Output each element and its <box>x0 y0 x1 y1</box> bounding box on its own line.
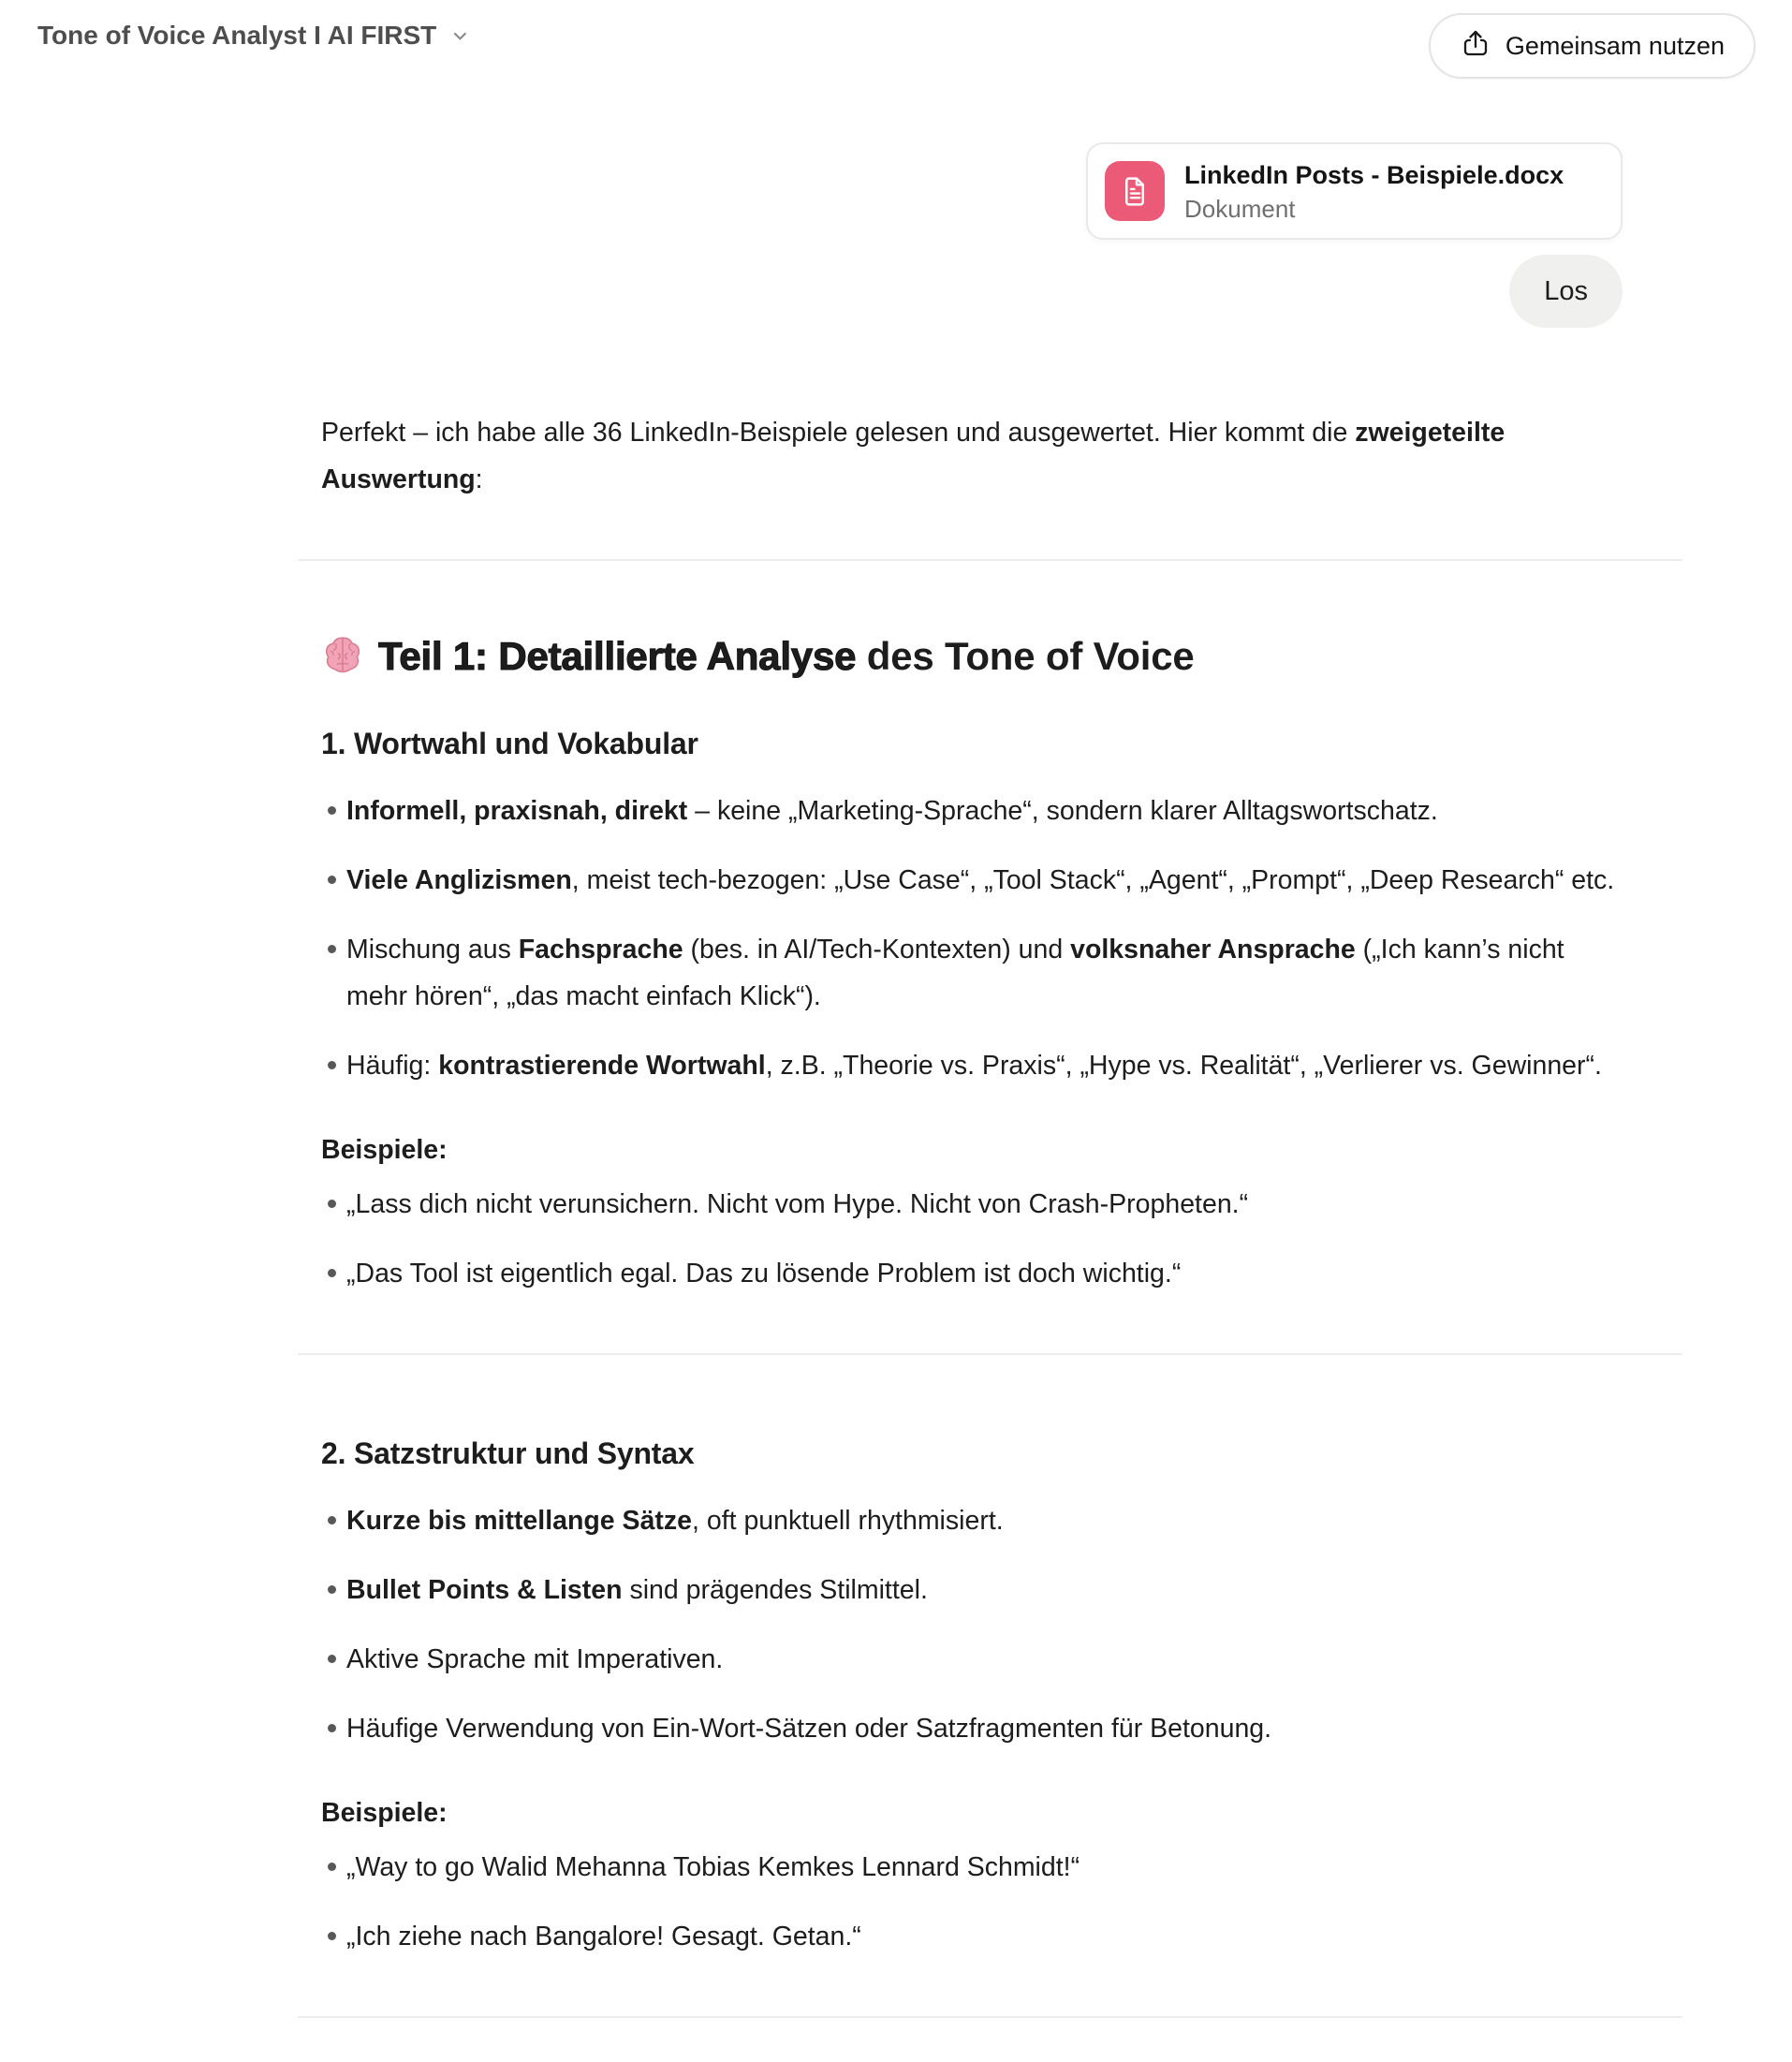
user-turn <box>1086 142 1623 328</box>
assistant-message <box>321 409 1623 2018</box>
list-item: „Lass dich nicht verunsichern. Nicht vom Hype. Nicht von Crash-Propheten.“ <box>321 1181 1623 1228</box>
section-divider <box>298 1353 1682 1355</box>
list-item: Informell, praxisnah, direkt – keine „Marketing-Sprache“, sondern klarer Alltagswortschatz. <box>321 788 1623 834</box>
bullet-list <box>321 1844 1623 1960</box>
list-item: Viele Anglizismen, meist tech-bezogen: „Use Case“, „Tool Stack“, „Agent“, „Prompt“, „Deep Research“ etc. <box>321 857 1623 904</box>
list-item: „Das Tool ist eigentlich egal. Das zu lösende Problem ist doch wichtig.“ <box>321 1250 1623 1297</box>
list-item: „Ich ziehe nach Bangalore! Gesagt. Getan.“ <box>321 1913 1623 1960</box>
attachment-meta <box>1184 159 1564 224</box>
bullet-list <box>321 1497 1623 1752</box>
share-upload-icon <box>1460 27 1491 66</box>
attachment-filename: LinkedIn Posts - Beispiele.docx <box>1184 160 1564 189</box>
user-message-bubble <box>1509 255 1623 328</box>
section-heading: Teil 1: Detaillierte Analyse des Tone of Voice <box>321 630 1623 688</box>
list-item: Häufige Verwendung von Ein-Wort-Sätzen oder Satzfragmenten für Betonung. <box>321 1705 1623 1752</box>
examples-label: Beispiele: <box>321 1798 448 1828</box>
list-item: Aktive Sprache mit Imperativen. <box>321 1636 1623 1683</box>
share-button-label: Gemeinsam nutzen <box>1505 31 1725 60</box>
bullet-list <box>321 788 1623 1089</box>
subsection-heading: 2. Satzstruktur und Syntax <box>321 1436 695 1470</box>
list-item: Häufig: kontrastierende Wortwahl, z.B. „Theorie vs. Praxis“, „Hype vs. Realität“, „Verlierer vs. Gewinner“. <box>321 1042 1623 1089</box>
chevron-down-icon <box>448 24 471 47</box>
list-item: „Way to go Walid Mehanna Tobias Kemkes Lennard Schmidt!“ <box>321 1844 1623 1891</box>
subsection-heading: 1. Wortwahl und Vokabular <box>321 727 698 760</box>
bullet-list <box>321 1181 1623 1297</box>
attachment-kind: Dokument <box>1184 194 1296 223</box>
list-item: Mischung aus Fachsprache (bes. in AI/Tech-Kontexten) und volksnaher Ansprache („Ich kann’s nicht mehr hören“, „das macht einfach Klick“). <box>321 926 1623 1020</box>
user-message-text: Los <box>1544 275 1588 306</box>
paragraph: Perfekt – ich habe alle 36 LinkedIn-Beispiele gelesen und ausgewertet. Hier kommt die zweigeteilte Auswertung: <box>321 418 1506 494</box>
share-button[interactable] <box>1429 13 1755 79</box>
conversation-title: Tone of Voice Analyst I AI FIRST <box>37 21 437 50</box>
brain-emoji <box>321 633 364 688</box>
section-divider <box>298 2016 1682 2018</box>
conversation-title-dropdown[interactable] <box>37 21 471 51</box>
attachment-card[interactable] <box>1086 142 1623 240</box>
list-item: Bullet Points & Listen sind prägendes Stilmittel. <box>321 1567 1623 1613</box>
document-icon <box>1105 161 1165 221</box>
list-item: Kurze bis mittellange Sätze, oft punktuell rhythmisiert. <box>321 1497 1623 1544</box>
examples-label: Beispiele: <box>321 1135 448 1165</box>
section-divider <box>298 559 1682 561</box>
